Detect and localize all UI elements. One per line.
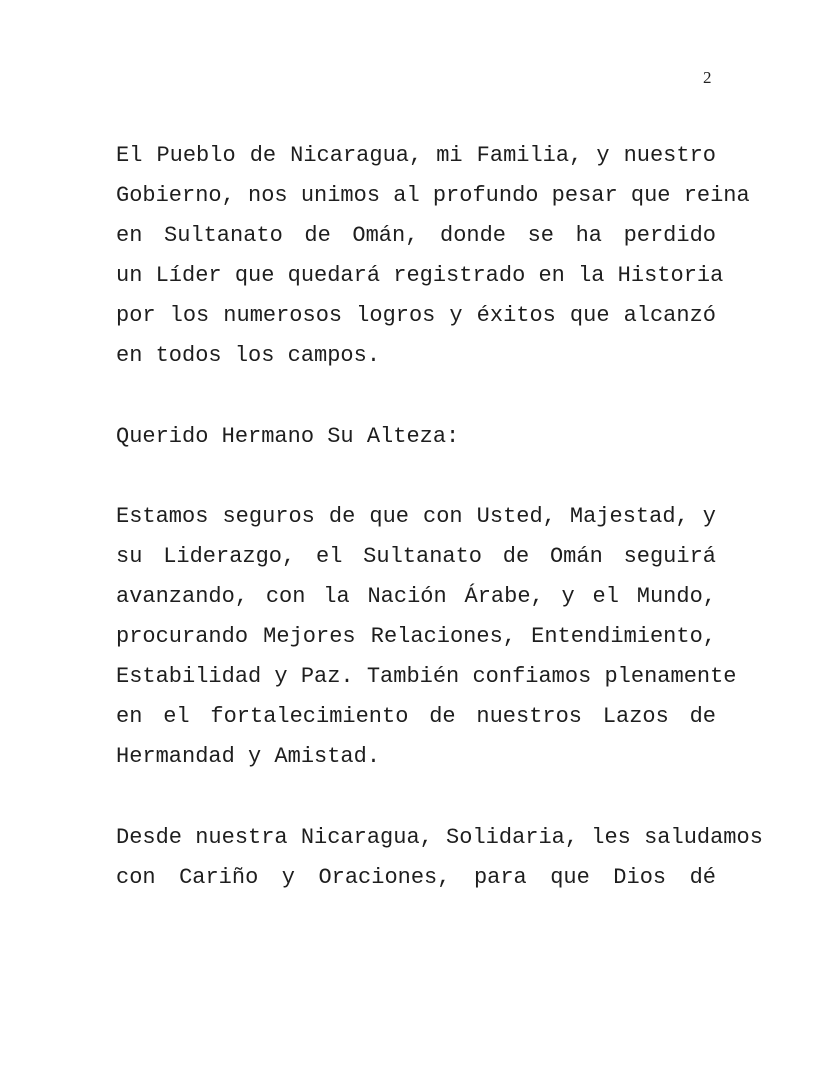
text-line: Desde nuestra Nicaragua, Solidaria, les saludamos [116,825,763,850]
text-line: avanzando, con la Nación Árabe, y el Mundo, [116,584,716,609]
paragraph-greetings [116,818,763,898]
text-line: Estabilidad y Paz. También confiamos plenamente [116,664,737,689]
text-line: procurando Mejores Relaciones, Entendimiento, [116,624,716,649]
text-line: con Cariño y Oraciones, para que Dios dé [116,865,716,890]
text-line: Hermandad y Amistad. [116,744,381,769]
text-line: en el fortalecimiento de nuestros Lazos de [116,704,716,729]
text-line: Querido Hermano Su Alteza: [116,424,460,449]
text-line: El Pueblo de Nicaragua, mi Familia, y nuestro [116,143,716,168]
text-line: un Líder que quedará registrado en la Historia [116,263,724,288]
text-line: su Liderazgo, el Sultanato de Omán seguirá [116,544,716,569]
paragraph-confidence [116,497,737,777]
text-line: por los numerosos logros y éxitos que alcanzó [116,303,716,328]
paragraph-condolence [116,136,750,376]
paragraph-salutation [116,417,716,457]
text-line: en Sultanato de Omán, donde se ha perdido [116,223,716,248]
page-number: 2 [703,68,712,87]
text-line: Gobierno, nos unimos al profundo pesar que reina [116,183,750,208]
text-line: Estamos seguros de que con Usted, Majestad, y [116,504,716,529]
text-line: en todos los campos. [116,343,381,368]
